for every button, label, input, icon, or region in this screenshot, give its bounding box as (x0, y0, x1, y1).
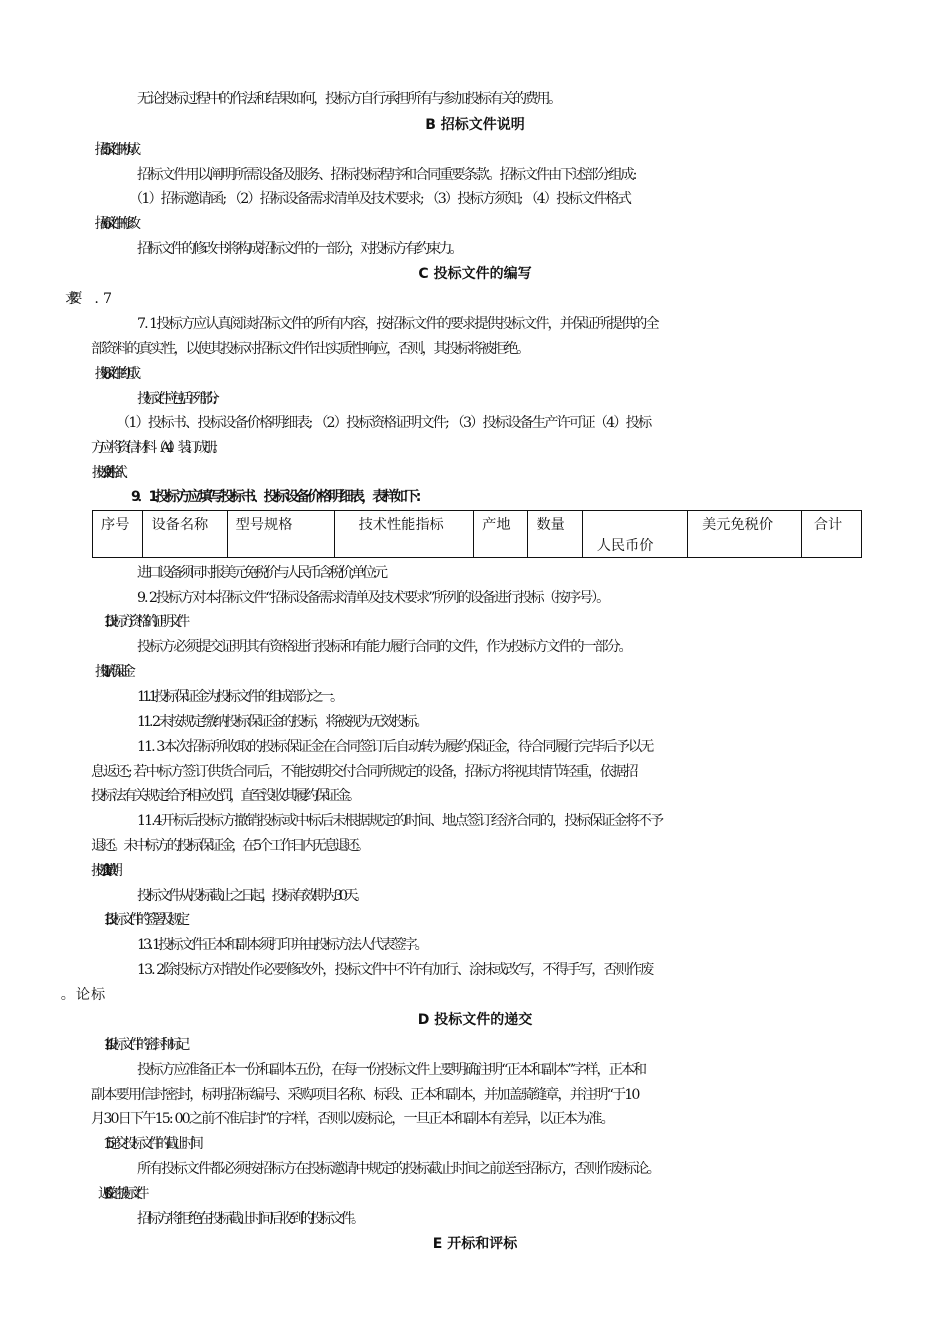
paragraph: 进口设备须同时报美元免税价与人民币含税价,单位:元 (137, 565, 385, 581)
clause-heading: 8. 投标文件的组成 (103, 366, 133, 382)
table-header-cell: 序号 (93, 511, 143, 558)
clause-heading: 15. 递交投标文件的截止时间 (103, 1136, 199, 1152)
paragraph: 13. 1投标文件正本和副本须打印并由投标方法人代表签字。 (137, 937, 426, 953)
paragraph: 方应将资信材料（A4）装订成册。 (91, 440, 221, 456)
paragraph: 部资料的真实性，以使其投标对招标文件作出实质性响应，否则，其投标将被拒绝。 (91, 341, 528, 357)
table-header-cell: 型号规格 (227, 511, 334, 558)
clause-heading: 10. 投标方资格的证明文件 (103, 614, 184, 630)
clause-heading: 5. 招标文件的构成 (103, 142, 133, 158)
paragraph: 投标方应准备正本一份和副本五份，在每一份投标文件上要明确注明“正本和副本”字样，正本和 (137, 1062, 646, 1078)
paragraph: 11.4开标后投标方撤销投标或中标后未根据规定的时间、地点签订经济合同的，投标保证金将不予 (137, 813, 663, 829)
clause-heading: 16. 迟交的投标文件 (103, 1186, 142, 1202)
table-header-cell: 合计 (801, 511, 861, 558)
table-header-cell: 数量 (528, 511, 582, 558)
table-header-cell: 人民币价 (582, 511, 687, 558)
paragraph (91, 986, 950, 1004)
table-header-cell: 产地 (474, 511, 528, 558)
paragraph: 投标法有关规定给予相应处罚，直至没收其履约保证金。 (91, 788, 358, 804)
paragraph: 11. 2未按规定缴纳投标保证金的投标，将被视为无效投标。 (137, 714, 426, 730)
paragraph: 11. 1投标保证金为投标文件的组成部分之一。 (137, 689, 341, 705)
clause-heading: 11. 投标方保证金 (103, 664, 128, 680)
clause-heading: 13. 投标文件的签署及规定 (103, 912, 184, 928)
paragraph: 招标文件用以阐明所需设备及服务、招标投标程序和合同重要条款。招标文件由下述部分组成: (137, 167, 636, 183)
paragraph: 所有投标文件都必须按招标方在投标邀请中规定的投标截止时间之前送至招标方，否则作废标论。 (137, 1161, 659, 1177)
section-heading-d: D 投标文件的递交 (417, 1012, 533, 1028)
paragraph: 9．1投标方应填写投标书、投标设备价格明细表，表样如下: (131, 489, 419, 505)
price-table (92, 510, 862, 558)
section-heading-e: E 开标和评标 (432, 1236, 518, 1252)
section-heading-b: B 招标文件说明 (425, 117, 525, 133)
clause-heading: 12. 投标有效期 (103, 863, 113, 879)
paragraph: 11. 3本次招标所收取的投标保证金在合同签订后自动转为履约保证金，待合同履行完毕后予以无 (137, 739, 653, 755)
table-header-cell: 技术性能指标 (334, 511, 474, 558)
clause-heading: 14. 投标文件的密封和标记 (103, 1037, 184, 1053)
paragraph: 投标文件从投标截止之日起，投标有效期为30天。 (137, 888, 365, 904)
paragraph: （1）招标邀请函; （2）招标设备需求清单及技术要求; （3）投标方须知; （4）投标文件格式 (129, 191, 631, 207)
paragraph: 招标文件的修改书将构成招标文件的一部分，对投标方有约束力。 (137, 241, 461, 257)
clause-heading (103, 290, 950, 308)
paragraph: 月30日下午15: 00之前不准启封”的字样，否则以废标论，一旦正本和副本有差异，以正本为准。 (91, 1111, 613, 1127)
paragraph: 副本要用信封密封，标明招标编号、采购项目名称、标段、正本和副本，并加盖骑缝章，并注明“于10 (91, 1087, 639, 1103)
clause-heading: 9. 投标文件格式 (103, 465, 119, 481)
table-header-cell: 设备名称 (143, 511, 227, 558)
paragraph: 息返还; 若中标方签订供货合同后，不能按期交付合同所规定的设备，招标方将视其情节轻重，依据招 (91, 764, 637, 780)
clause-heading: 6. 招标文件的修改 (103, 216, 133, 232)
paragraph: 13. 2除投标方对错处作必要修改外，投标文件中不许有加行、涂抹或改写，不得手写，否则作废 (137, 962, 653, 978)
paragraph: 投标文件应包括下列部分: (137, 391, 210, 407)
table-row (93, 511, 862, 558)
paragraph: 招标方将拒绝在投标截止时间后收到的投标文件。 (137, 1211, 362, 1227)
section-heading-c: C 投标文件的编写 (418, 266, 532, 282)
paragraph: 9. 2投标方对本招标文件“招标设备需求清单及技术要求”所列的设备进行投标（按序号）。 (137, 590, 609, 606)
paragraph: （1）投标书、投标设备价格明细表; （2）投标资格证明文件; （3）投标设备生产许可证（4）投标 (116, 415, 651, 431)
table-header-cell: 美元免税价 (688, 511, 802, 558)
paragraph: 无论投标过程中的作法和结果如何，投标方自行承担所有与参加投标有关的费用。 (137, 91, 560, 107)
paragraph: 退还。未中标方的投标保证金，在5个工作日内无息退还。 (91, 838, 367, 854)
paragraph: 7. 1投标方应认真阅读招标文件的所有内容，按招标文件的要求提供投标文件，并保证所提供的全 (137, 316, 658, 332)
paragraph: 投标方必须提交证明其有资格进行投标和有能力履行合同的文件，作为投标方文件的一部分。 (137, 639, 631, 655)
